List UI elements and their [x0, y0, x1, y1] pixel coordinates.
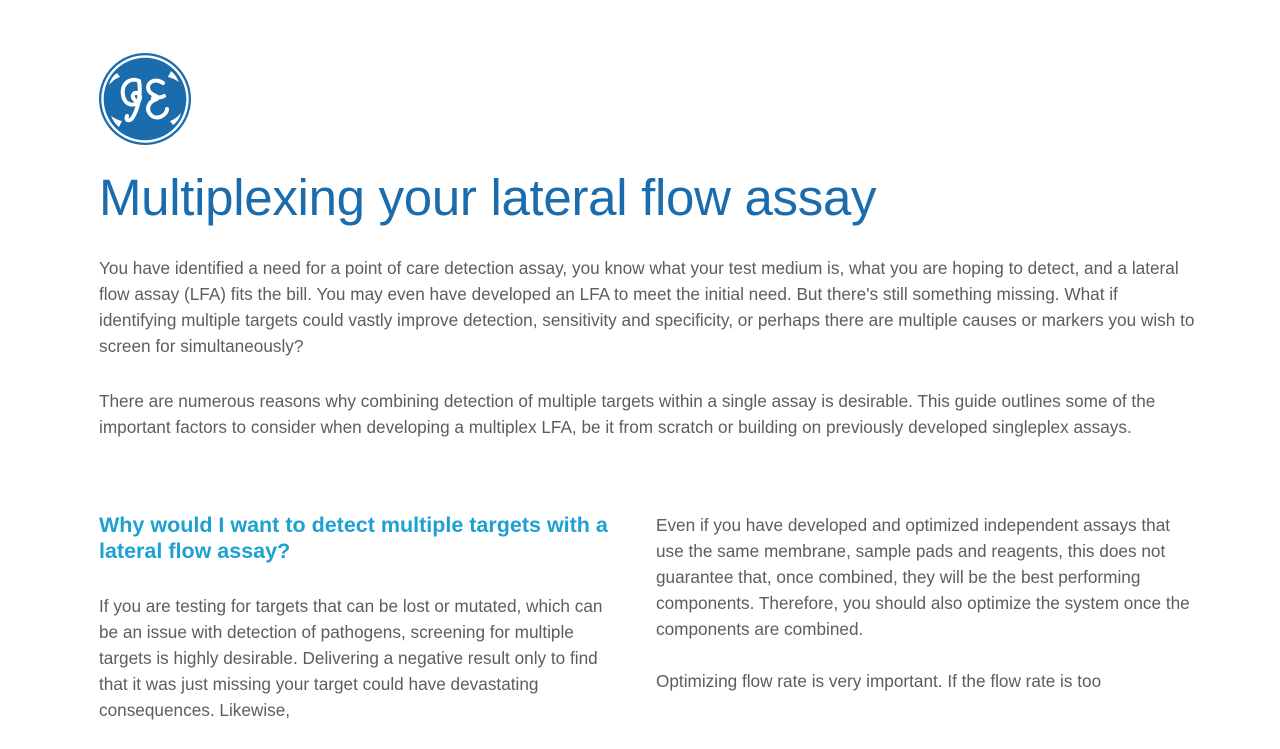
right-column-paragraph-1: Even if you have developed and optimized independent assays that use the same membrane, sample pads and reagents, this does not guarantee that, once combined, they will be the best performing components. Therefore, you should also optimize the system once the components are combined.	[656, 515, 1190, 639]
intro-paragraph-2: There are numerous reasons why combining detection of multiple targets within a single assay is desirable. This guide outlines some of the important factors to consider when developing a multiplex LFA, be it from scratch or building on previously developed singleplex assays.	[99, 391, 1156, 437]
page-title: Multiplexing your lateral flow assay	[99, 169, 877, 226]
right-column	[656, 512, 1196, 720]
left-column	[99, 512, 624, 749]
intro-paragraph-1: You have identified a need for a point of care detection assay, you know what your test medium is, what you are hoping to detect, and a lateral flow assay (LFA) fits the bill. You may even have developed an LFA to meet the initial need. But there's still something missing. What if identifying multiple targets could vastly improve detection, sensitivity and specificity, or perhaps there are multiple causes or markers you wish to screen for simultaneously?	[99, 258, 1195, 356]
ge-logo	[97, 51, 193, 147]
right-column-paragraph-2: Optimizing flow rate is very important. If the flow rate is too	[656, 671, 1102, 691]
ge-monogram-icon	[97, 51, 193, 147]
left-column-paragraph: If you are testing for targets that can be lost or mutated, which can be an issue with detection of pathogens, screening for multiple targets is highly desirable. Delivering a negative result only to find that it was just missing your target could have devastating consequences. Likewise,	[99, 596, 603, 720]
section-heading: Why would I want to detect multiple targets with a lateral flow assay?	[99, 513, 608, 563]
